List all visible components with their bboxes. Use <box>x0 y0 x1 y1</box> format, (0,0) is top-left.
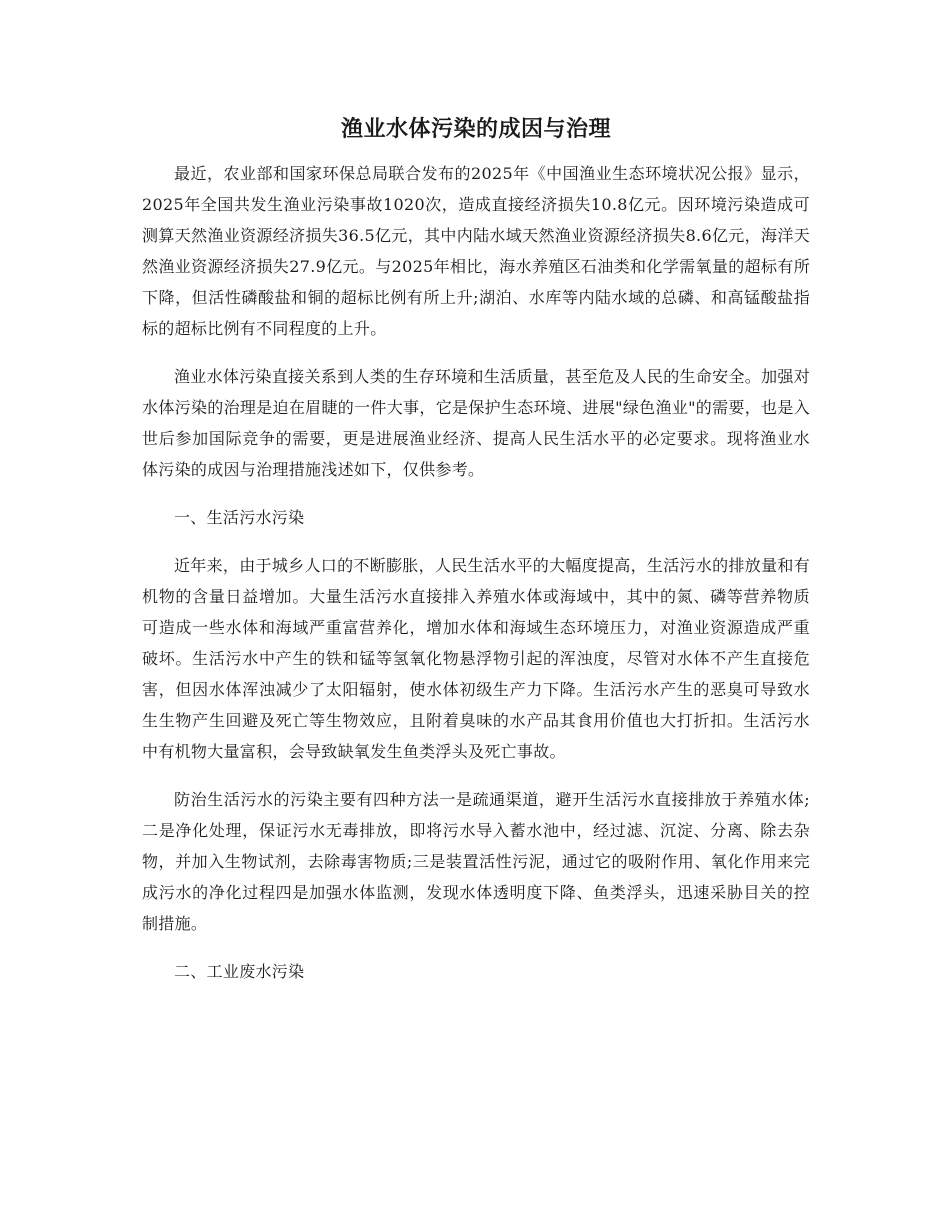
intro-paragraph-1: 最近，农业部和国家环保总局联合发布的2025年《中国渔业生态环境状况公报》显示，2025年全国共发生渔业污染事故1020次，造成直接经济损失10.8亿元。因环境污染造成可测算天然渔业资源经济损失36.5亿元，其中内陆水域天然渔业资源经济损失8.6亿元，海洋天然渔业资源经济损失27.9亿元。与2025年相比，海水养殖区石油类和化学需氧量的超标有所下降，但活性磷酸盐和铜的超标比例有所上升;湖泊、水库等内陆水域的总磷、和高锰酸盐指标的超标比例有不同程度的上升。 <box>142 164 810 338</box>
intro-paragraph-2: 渔业水体污染直接关系到人类的生存环境和生活质量，甚至危及人民的生命安全。加强对水体污染的治理是迫在眉睫的一件大事，它是保护生态环境、进展"绿色渔业"的需要，也是入世后参加国际竞争的需要，更是进展渔业经济、提高人民生活水平的必定要求。现将渔业水体污染的成因与治理措施浅述如下，仅供参考。 <box>142 367 810 479</box>
section1-paragraph-1: 近年来，由于城乡人口的不断膨胀，人民生活水平的大幅度提高，生活污水的排放量和有机物的含量日益增加。大量生活污水直接排入养殖水体或海域中，其中的氮、磷等营养物质可造成一些水体和海域严重富营养化，增加水体和海域生态环境压力，对渔业资源造成严重破坏。生活污水中产生的铁和锰等氢氧化物悬浮物引起的浑浊度，尽管对水体不产生直接危害，但因水体浑浊减少了太阳辐射，使水体初级生产力下降。生活污水产生的恶臭可导致水生生物产生回避及死亡等生物效应，且附着臭味的水产品其食用价值也大打折扣。生活污水中有机物大量富积，会导致缺氧发生鱼类浮头及死亡事故。 <box>142 556 810 761</box>
section-heading-1: 一、生活污水污染 <box>174 508 305 527</box>
document-title: 渔业水体污染的成因与治理 <box>340 116 611 142</box>
document-page <box>142 110 810 1004</box>
section1-paragraph-2: 防治生活污水的污染主要有四种方法一是疏通渠道，避开生活污水直接排放于养殖水体;二是净化处理，保证污水无毒排放，即将污水导入蓄水池中，经过滤、沉淀、分离、除去杂物，并加入生物试剂，去除毒害物质;三是装置活性污泥，通过它的吸附作用、氧化作用来完成污水的净化过程四是加强水体监测，发现水体透明度下降、鱼类浮头，迅速采胁目关的控制措施。 <box>142 790 810 933</box>
section-heading-2: 二、工业废水污染 <box>174 962 305 981</box>
